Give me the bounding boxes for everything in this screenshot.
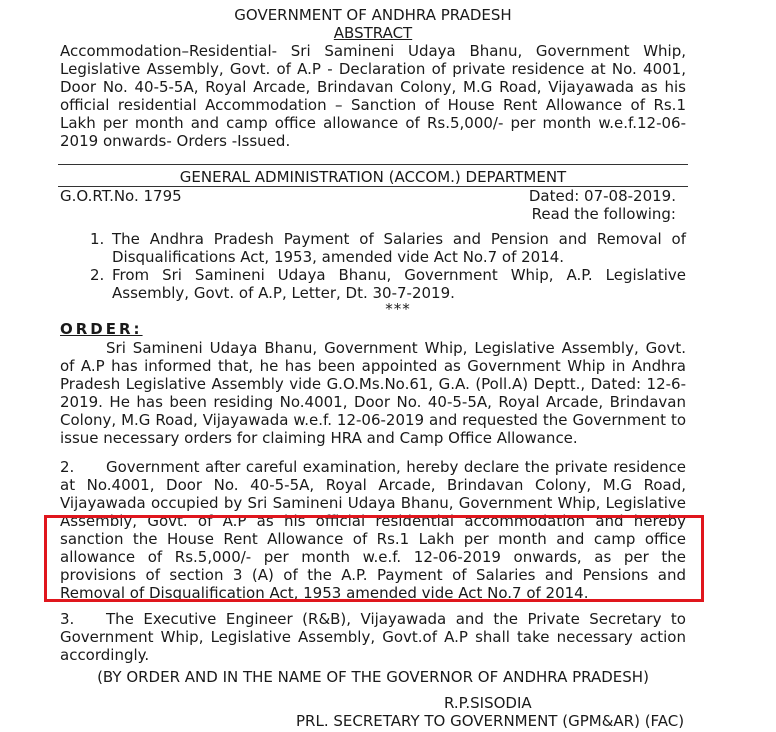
highlight-box: [44, 515, 704, 602]
reference-item: [90, 266, 686, 302]
governor-order-line: (BY ORDER AND IN THE NAME OF THE GOVERNOR OF ANDHRA PRADESH): [97, 668, 649, 686]
paragraph-text: The Executive Engineer (R&B), Vijayawada and the Private Secretary to Government Whip, Legislative Assembly, Govt.of A.P shall take necessary action accordingly.: [60, 610, 686, 664]
order-paragraph-3: [60, 610, 686, 664]
subject-abstract: Accommodation–Residential- Sri Samineni Udaya Bhanu, Government Whip, Legislative Assembly, Govt. of A.P - Declaration of private residence at No. 4001, Door No. 40-5-5A, Royal Arcade, Brindavan Colony, M.G Road, Vijayawada as his official residential Accommodation – Sanction of House Rent Allowance of Rs.1 Lakh per month and camp office allowance of Rs.5,000/- per month w.e.f.12-06-2019 onwards- Orders -Issued.: [60, 42, 686, 150]
reference-item: [90, 230, 686, 266]
order-date: Dated: 07-08-2019.: [528, 187, 676, 205]
reference-text: The Andhra Pradesh Payment of Salaries and Pension and Removal of Disqualifications Act, 1953, amended vide Act No.7 of 2014.: [112, 230, 686, 266]
order-heading: ORDER:: [60, 320, 143, 338]
paragraph-number: 3.: [60, 610, 75, 628]
reference-text: From Sri Samineni Udaya Bhanu, Government Whip, A.P. Legislative Assembly, Govt. of A.P, Letter, Dt. 30-7-2019.: [112, 266, 686, 302]
department-name: GENERAL ADMINISTRATION (ACCOM.) DEPARTMENT: [179, 168, 567, 186]
signatory-name: R.P.SISODIA: [444, 694, 532, 712]
signatory-designation: PRL. SECRETARY TO GOVERNMENT (GPM&AR) (FAC): [296, 712, 685, 730]
reference-number: 2.: [90, 266, 105, 284]
order-paragraph-1: Sri Samineni Udaya Bhanu, Government Whip, Legislative Assembly, Govt. of A.P has informed that, he has been appointed as Government Whip in Andhra Pradesh Legislative Assembly vide G.O.Ms.No.61, G.A. (Poll.A) Deptt., Dated: 12-6-2019. He has been residing No.4001, Door No. 40-5-5A, Royal Arcade, Brindavan Colony, M.G Road, Vijayawada w.e.f. 12-06-2019 and requested the Government to issue necessary orders for claiming HRA and Camp Office Allowance.: [60, 339, 686, 447]
reference-list: [90, 230, 686, 302]
read-following-label: Read the following:: [531, 205, 676, 223]
divider-top: [58, 164, 688, 165]
government-heading: GOVERNMENT OF ANDHRA PRADESH: [234, 6, 512, 24]
paragraph-text: Government after careful examination, hereby declare the private residence at No.4001, Door No. 40-5-5A, Royal Arcade, Brindavan Colony, M.G Road, Vijayawada occupied by Sri Samineni Udaya Bhanu, Government Whip, Legislative Assembly, Govt. of A.P as his official residential accommodation and hereby sanction the House Rent Allowance of Rs.1 Lakh per month and camp office allowance of Rs.5,000/- per month w.e.f. 12-06-2019 onwards, as per the provisions of section 3 (A) of the A.P. Payment of Salaries and Pensions and Removal of Disqualification Act, 1953 amended vide Act No.7 of 2014.: [60, 458, 686, 602]
paragraph-number: 2.: [60, 458, 75, 476]
reference-number: 1.: [90, 230, 105, 248]
abstract-title: ABSTRACT: [333, 24, 413, 42]
separator-stars: ***: [385, 300, 411, 318]
go-number: G.O.RT.No. 1795: [60, 187, 182, 205]
